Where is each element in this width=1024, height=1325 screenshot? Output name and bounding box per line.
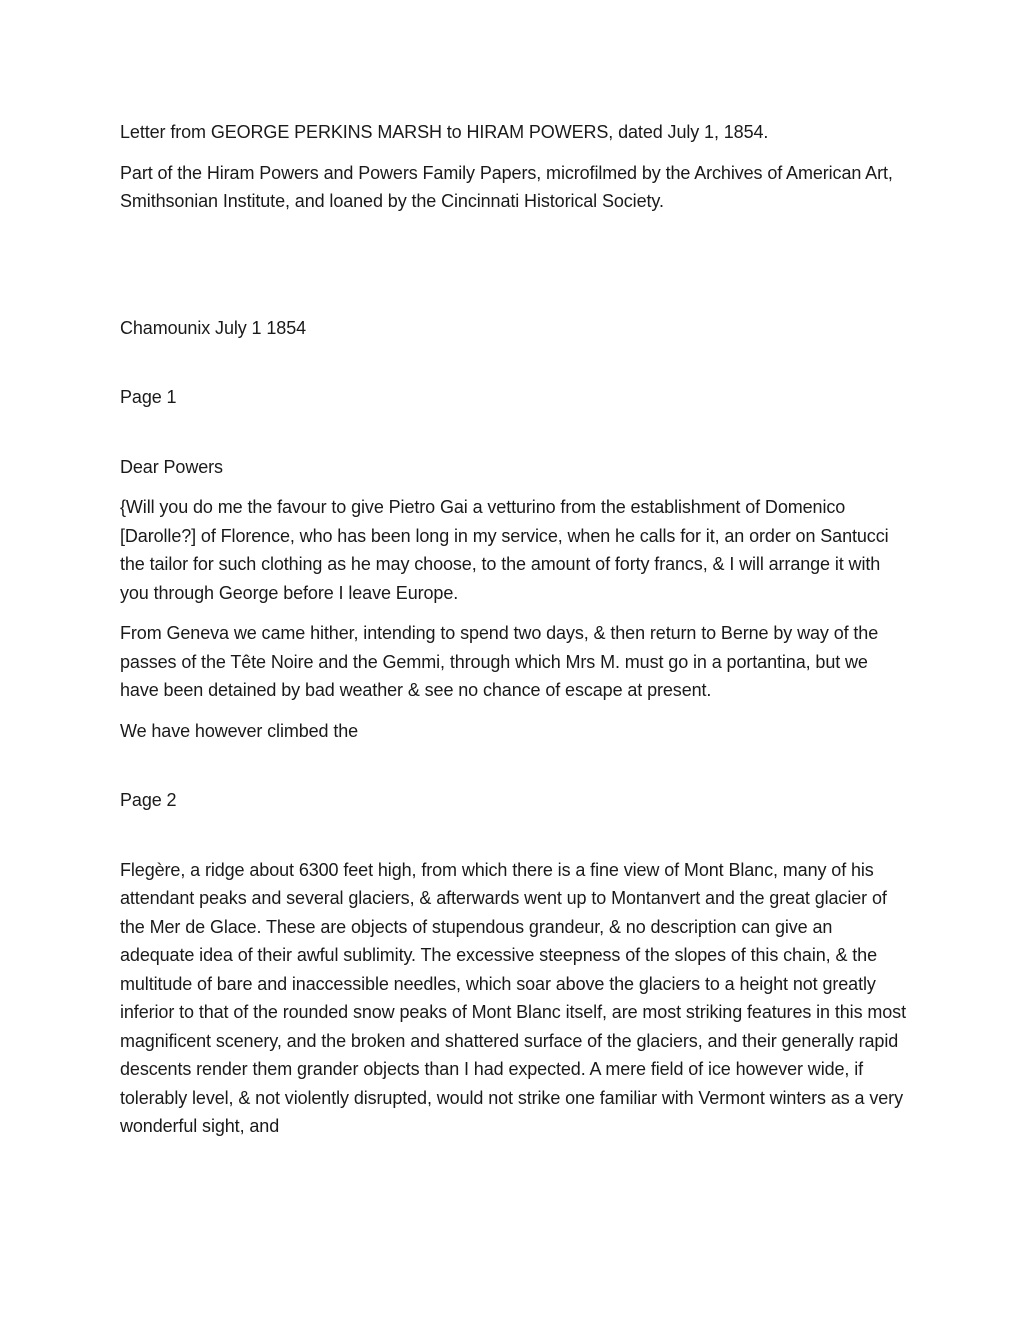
letter-paragraph-1: {Will you do me the favour to give Pietro Gai a vetturino from the establishment of Domenico [Darolle?] of Florence, who has been long in my service, when he calls for it, an order on Santucci the tailor for such clothing as he may choose, to the amount of forty francs, & I will arrange it with you through George before I leave Europe.	[120, 497, 889, 603]
document-page	[120, 118, 910, 1141]
document-title: Letter from GEORGE PERKINS MARSH to HIRAM POWERS, dated July 1, 1854.	[120, 122, 769, 142]
page-1-label: Page 1	[120, 387, 177, 407]
letter-paragraph-4: Flegère, a ridge about 6300 feet high, from which there is a fine view of Mont Blanc, many of his attendant peaks and several glaciers, & afterwards went up to Montanvert and the great glacier of the Mer de Glace. These are objects of stupendous grandeur, & no description can give an adequate idea of their awful sublimity. The excessive steepness of the slopes of this chain, & the multitude of bare and inaccessible needles, which soar above the glaciers to a height not greatly inferior to that of the rounded snow peaks of Mont Blanc itself, are most striking features in this most magnificent scenery, and the broken and shattered surface of the glaciers, and their generally rapid descents render them grander objects than I had expected. A mere field of ice however wide, if tolerably level, & not violently disrupted, would not strike one familiar with Vermont winters as a very wonderful sight, and	[120, 859, 906, 1136]
letter-paragraph-2: From Geneva we came hither, intending to spend two days, & then return to Berne by way of the passes of the Tête Noire and the Gemmi, through which Mrs M. must go in a portantina, but we have been detained by bad weather & see no chance of escape at present.	[120, 623, 879, 700]
source-note: Part of the Hiram Powers and Powers Family Papers, microfilmed by the Archives of American Art, Smithsonian Institute, and loaned by the Cincinnati Historical Society.	[120, 162, 893, 211]
page-2-label: Page 2	[120, 790, 177, 810]
place-date-line: Chamounix July 1 1854	[120, 317, 307, 338]
salutation: Dear Powers	[120, 456, 223, 477]
letter-paragraph-3: We have however climbed the	[120, 720, 359, 741]
